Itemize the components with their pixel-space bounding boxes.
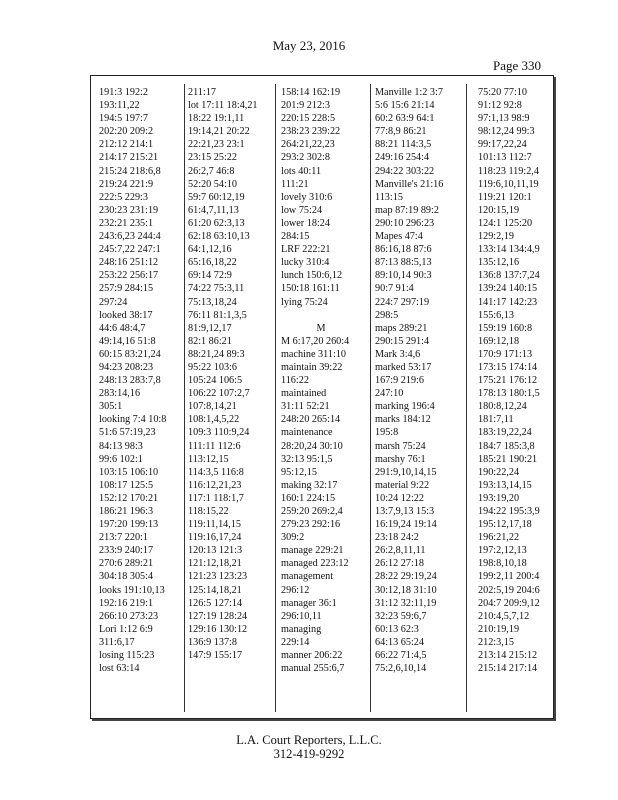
index-entry: 86:16,18 87:6: [375, 244, 432, 256]
index-entry: 290:10 296:23: [375, 217, 435, 229]
index-entry: 22:21,23 23:1: [188, 139, 245, 151]
index-entry: 113:12,15: [188, 453, 229, 465]
index-entry: 291:9,10,14,15: [375, 466, 437, 478]
index-entry: 28:20,24 30:10: [281, 440, 343, 452]
index-entry: 193:19,20: [478, 492, 520, 504]
index-entry: 296:10,11: [281, 610, 322, 622]
index-entry: 311:6,17: [99, 636, 135, 648]
index-entry: 111:21: [281, 178, 309, 190]
column-divider: [466, 84, 467, 712]
index-column-2: [188, 86, 258, 710]
index-entry: 248:13 283:7,8: [99, 375, 161, 387]
index-entry: 31:12 32:11,19: [375, 597, 437, 609]
index-entry: 111:11 112:6: [188, 440, 241, 452]
index-entry: 18:22 19:1,11: [188, 113, 245, 125]
index-entry: 26:12 27:18: [375, 558, 424, 570]
index-entry: 180:8,12,24: [478, 401, 527, 413]
index-entry: 249:16 254:4: [375, 152, 430, 164]
index-entry: 247:10: [375, 388, 404, 400]
index-entry: 97:1,13 98:9: [478, 113, 530, 125]
index-entry: material 9:22: [375, 479, 430, 491]
column-divider: [275, 84, 276, 712]
index-entry: 26:2,8,11,11: [375, 545, 426, 557]
index-entry: map 87:19 89:2: [375, 204, 439, 216]
index-entry: 62:18 63:10,13: [188, 231, 250, 243]
index-entry: M: [316, 322, 326, 334]
index-entry: 294:22 303:22: [375, 165, 435, 177]
index-entry: 126:5 127:14: [188, 597, 243, 609]
index-entry: manager 36:1: [281, 597, 337, 609]
index-entry: 84:13 98:3: [99, 440, 143, 452]
index-entry: lying 75:24: [281, 296, 328, 308]
index-entry: losing 115:23: [99, 650, 155, 662]
index-entry: M 6:17,20 260:4: [281, 335, 350, 347]
index-entry: 108:1,4,5,22: [188, 414, 240, 426]
index-entry: manage 229:21: [281, 545, 344, 557]
index-entry: 19:14,21 20:22: [188, 126, 250, 138]
index-entry: 133:14 134:4,9: [478, 244, 540, 256]
index-entry: 95:22 103:6: [188, 361, 237, 373]
index-entry: 118:23 119:2,4: [478, 165, 539, 177]
index-entry: maintain 39:22: [281, 361, 343, 373]
index-entry: [281, 309, 361, 322]
index-entry: 120:13 121:3: [188, 545, 243, 557]
index-entry: 186:21 196:3: [99, 506, 154, 517]
index-entry: 113:15: [375, 191, 403, 203]
column-divider: [370, 84, 371, 712]
index-entry: 266:10 273:23: [99, 610, 159, 622]
index-entry: 77:8,9 86:21: [375, 126, 427, 138]
index-entry: lots 40:11: [281, 165, 322, 177]
index-frame: [90, 75, 554, 719]
index-entry: 309:2: [281, 532, 305, 544]
index-entry: 195:12,17,18: [478, 519, 532, 531]
index-entry: 194:22 195:3,9: [478, 506, 540, 517]
index-entry: lost 63:14: [99, 663, 140, 675]
index-entry: 290:15 291:4: [375, 335, 430, 347]
index-entry: 213:14 215:12: [478, 650, 538, 662]
index-entry: 169:12,18: [478, 335, 520, 347]
index-entry: 204:7 209:9,12: [478, 597, 540, 609]
index-entry: 75:2,6,10,14: [375, 663, 427, 675]
index-entry: 304:18 305:4: [99, 571, 154, 583]
page-number: Page 330: [493, 58, 542, 73]
index-entry: 210:4,5,7,12: [478, 610, 530, 622]
index-entry: manual 255:6,7: [281, 663, 345, 675]
index-entry: Lori 1:12 6:9: [99, 623, 153, 635]
index-entry: 222:5 229:3: [99, 191, 148, 203]
index-entry: 253:22 256:17: [99, 270, 159, 282]
index-column-4: [375, 86, 443, 710]
index-entry: manner 206:22: [281, 650, 343, 662]
index-entry: 198:8,10,18: [478, 558, 527, 570]
index-entry: lunch 150:6,12: [281, 270, 343, 282]
column-divider: [184, 84, 185, 712]
index-entry: 155:6,13: [478, 309, 514, 321]
index-entry: 5:6 15:6 21:14: [375, 100, 435, 112]
index-entry: 103:15 106:10: [99, 466, 159, 478]
index-entry: 211:17: [188, 87, 216, 98]
index-entry: 87:13 88:5,13: [375, 257, 432, 269]
index-entry: 61:4,7,11,13: [188, 204, 239, 216]
index-entry: 120:15,19: [478, 204, 520, 216]
index-entry: 152:12 170:21: [99, 492, 159, 504]
index-entry: 193:13,14,15: [478, 479, 532, 491]
index-entry: Manville 1:2 3:7: [375, 87, 443, 98]
index-entry: 212:3,15: [478, 636, 514, 648]
index-entry: 75:20 77:10: [478, 87, 527, 98]
index-entry: 238:23 239:22: [281, 126, 341, 138]
index-entry: making 32:17: [281, 479, 338, 491]
index-entry: 117:1 118:1,7: [188, 492, 244, 504]
index-entry: 118:15,22: [188, 506, 229, 517]
index-entry: 119:6,10,11,19: [478, 178, 539, 190]
index-entry: 232:21 235:1: [99, 217, 154, 229]
index-entry: 10:24 12:22: [375, 492, 424, 504]
index-entry: 125:14,18,21: [188, 584, 242, 596]
index-entry: 76:11 81:1,3,5: [188, 309, 247, 321]
index-entry: looks 191:10,13: [99, 584, 165, 596]
index-entry: 136:9 137:8: [188, 636, 237, 648]
index-entry: marked 53:17: [375, 361, 432, 373]
index-entry: 215:24 218:6,8: [99, 165, 161, 177]
index-entry: maps 289:21: [375, 322, 428, 334]
index-entry: 101:13 112:7: [478, 152, 532, 164]
index-entry: 82:1 86:21: [188, 335, 232, 347]
index-entry: 284:15: [281, 231, 310, 243]
index-entry: lucky 310:4: [281, 257, 330, 269]
index-entry: 91:12 92:8: [478, 100, 522, 112]
index-entry: 135:12,16: [478, 257, 520, 269]
index-entry: 31:11 52:21: [281, 401, 330, 413]
index-entry: 88:21 114:3,5: [375, 139, 432, 151]
index-entry: 197:2,12,13: [478, 545, 527, 557]
index-entry: 296:12: [281, 584, 310, 596]
index-entry: 150:18 161:11: [281, 283, 340, 295]
index-entry: 121:12,18,21: [188, 558, 242, 570]
index-entry: 32:13 95:1,5: [281, 453, 333, 465]
index-entry: 293:2 302:8: [281, 152, 330, 164]
index-entry: 167:9 219:6: [375, 375, 424, 387]
index-entry: lower 18:24: [281, 217, 330, 229]
index-entry: 116:12,21,23: [188, 479, 242, 491]
index-entry: maintenance: [281, 427, 333, 439]
index-entry: 243:6,23 244:4: [99, 231, 161, 243]
footer-phone: 312-419-9292: [273, 747, 345, 761]
index-entry: 245:7,22 247:1: [99, 244, 161, 256]
index-entry: 224:7 297:19: [375, 296, 430, 308]
index-entry: 233:9 240:17: [99, 545, 154, 557]
index-entry: lovely 310:6: [281, 191, 333, 203]
index-entry: 264:21,22,23: [281, 139, 335, 151]
index-entry: lot 17:11 18:4,21: [188, 100, 258, 112]
index-entry: 119:16,17,24: [188, 532, 242, 544]
index-entry: managed 223:12: [281, 558, 349, 570]
index-entry: 66:22 71:4,5: [375, 650, 427, 662]
index-entry: 229:14: [281, 636, 310, 648]
index-entry: 214:17 215:21: [99, 152, 159, 164]
index-entry: looked 38:17: [99, 309, 153, 321]
index-entry: 116:22: [281, 375, 309, 387]
index-entry: 220:15 228:5: [281, 113, 336, 125]
index-column-1: [99, 86, 166, 710]
index-entry: 119:21 120:1: [478, 191, 532, 203]
index-entry: 283:14,16: [99, 388, 141, 400]
index-entry: 178:13 180:1,5: [478, 388, 540, 400]
index-entry: 199:2,11 200:4: [478, 571, 540, 583]
index-entry: 88:21,24 89:3: [188, 348, 245, 360]
index-entry: 23:18 24:2: [375, 532, 419, 544]
index-entry: 141:17 142:23: [478, 296, 538, 308]
index-entry: 32:23 59:6,7: [375, 610, 427, 622]
index-entry: 297:24: [99, 296, 128, 308]
index-entry: 191:3 192:2: [99, 87, 148, 98]
index-entry: management: [281, 571, 334, 583]
index-entry: 75:13,18,24: [188, 296, 237, 308]
index-entry: 30:12,18 31:10: [375, 584, 437, 596]
index-entry: Manville's 21:16: [375, 178, 444, 190]
index-entry: Mapes 47:4: [375, 231, 423, 243]
index-entry: 81:9,12,17: [188, 322, 232, 334]
index-entry: 195:8: [375, 427, 399, 439]
index-entry: 298:5: [375, 309, 399, 321]
index-entry: 119:11,14,15: [188, 519, 242, 531]
index-entry: 99:17,22,24: [478, 139, 527, 151]
index-entry: 121:23 123:23: [188, 571, 248, 583]
index-entry: machine 311:10: [281, 348, 346, 360]
index-entry: 124:1 125:20: [478, 217, 533, 229]
index-entry: 60:13 62:3: [375, 623, 419, 635]
index-entry: 109:3 110:9,24: [188, 427, 250, 439]
index-entry: 201:9 212:3: [281, 100, 330, 112]
index-entry: 190:22,24: [478, 466, 520, 478]
index-entry: 248:16 251:12: [99, 257, 159, 269]
index-entry: marks 184:12: [375, 414, 431, 426]
index-entry: 202:20 209:2: [99, 126, 154, 138]
index-entry: 106:22 107:2,7: [188, 388, 250, 400]
index-entry: 60:2 63:9 64:1: [375, 113, 435, 125]
index-entry: 61:20 62:3,13: [188, 217, 245, 229]
index-entry: 196:21,22: [478, 532, 520, 544]
index-entry: 60:15 83:21,24: [99, 348, 161, 360]
index-entry: looking 7:4 10:8: [99, 414, 167, 426]
index-entry: 26:2,7 46:8: [188, 165, 235, 177]
index-entry: 213:7 220:1: [99, 532, 148, 544]
index-entry: 305:1: [99, 401, 123, 413]
index-entry: 52:20 54:10: [188, 178, 237, 190]
index-entry: 279:23 292:16: [281, 519, 341, 531]
index-entry: 139:24 140:15: [478, 283, 538, 295]
index-entry: 202:5,19 204:6: [478, 584, 540, 596]
index-entry: low 75:24: [281, 204, 323, 216]
index-entry: 194:5 197:7: [99, 113, 148, 125]
index-entry: 185:21 190:21: [478, 453, 538, 465]
index-entry: 105:24 106:5: [188, 375, 243, 387]
index-entry: 210:19,19: [478, 623, 520, 635]
index-entry: 64:1,12,16: [188, 244, 232, 256]
index-entry: 16:19,24 19:14: [375, 519, 437, 531]
index-entry: 147:9 155:17: [188, 650, 243, 662]
index-entry: 69:14 72:9: [188, 270, 232, 282]
index-entry: 127:19 128:24: [188, 610, 248, 622]
index-entry: 270:6 289:21: [99, 558, 154, 570]
index-entry: 95:12,15: [281, 466, 317, 478]
footer-company: L.A. Court Reporters, L.L.C.: [236, 733, 382, 747]
index-entry: 90:7 91:4: [375, 283, 414, 295]
index-entry: 158:14 162:19: [281, 87, 341, 98]
index-entry: 99:6 102:1: [99, 453, 143, 465]
index-entry: 173:15 174:14: [478, 361, 538, 373]
index-entry: 197:20 199:13: [99, 519, 159, 531]
index-entry: 114:3,5 116:8: [188, 466, 244, 478]
index-entry: 184:7 185:3,8: [478, 440, 535, 452]
index-entry: 259:20 269:2,4: [281, 506, 343, 517]
index-entry: 129:16 130:12: [188, 623, 248, 635]
index-entry: 51:6 57:19,23: [99, 427, 156, 439]
index-entry: marshy 76:1: [375, 453, 426, 465]
index-entry: marsh 75:24: [375, 440, 426, 452]
index-entry: 64:13 65:24: [375, 636, 424, 648]
index-entry: 219:24 221:9: [99, 178, 154, 190]
index-entry: Mark 3:4,6: [375, 348, 421, 360]
index-entry: 159:19 160:8: [478, 322, 533, 334]
index-entry: 248:20 265:14: [281, 414, 341, 426]
index-entry: 28:22 29:19,24: [375, 571, 437, 583]
index-entry: marking 196:4: [375, 401, 435, 413]
index-entry: 160:1 224:15: [281, 492, 336, 504]
index-entry: 59:7 60:12,19: [188, 191, 245, 203]
index-entry: LRF 222:21: [281, 244, 331, 256]
index-entry: 192:16 219:1: [99, 597, 154, 609]
index-entry: 74:22 75:3,11: [188, 283, 245, 295]
index-entry: 94:23 208:23: [99, 361, 154, 373]
index-entry: 170:9 171:13: [478, 348, 533, 360]
index-entry: maintained: [281, 388, 327, 400]
index-entry: 193:11,22: [99, 100, 140, 112]
index-entry: 230:23 231:19: [99, 204, 159, 216]
index-entry: 44:6 48:4,7: [99, 322, 146, 334]
index-entry: 13:7,9,13 15:3: [375, 506, 435, 517]
header-date: May 23, 2016: [272, 38, 346, 53]
index-column-3: [281, 86, 361, 710]
index-entry: 49:14,16 51:8: [99, 335, 156, 347]
index-entry: 183:19,22,24: [478, 427, 532, 439]
index-entry: 108:17 125:5: [99, 479, 154, 491]
index-entry: 181:7,11: [478, 414, 514, 426]
index-entry: 136:8 137:7,24: [478, 270, 540, 282]
index-entry: 129:2,19: [478, 231, 514, 243]
index-entry: 23:15 25:22: [188, 152, 237, 164]
index-entry: 65:16,18,22: [188, 257, 237, 269]
index-entry: 175:21 176:12: [478, 375, 538, 387]
index-entry: 89:10,14 90:3: [375, 270, 432, 282]
index-entry: 212:12 214:1: [99, 139, 154, 151]
index-entry: 215:14 217:14: [478, 663, 538, 675]
index-column-5: [478, 86, 540, 710]
index-entry: 257:9 284:15: [99, 283, 154, 295]
index-entry: 98:12,24 99:3: [478, 126, 535, 138]
index-entry: 107:8,14,21: [188, 401, 237, 413]
index-entry: managing: [281, 623, 322, 635]
